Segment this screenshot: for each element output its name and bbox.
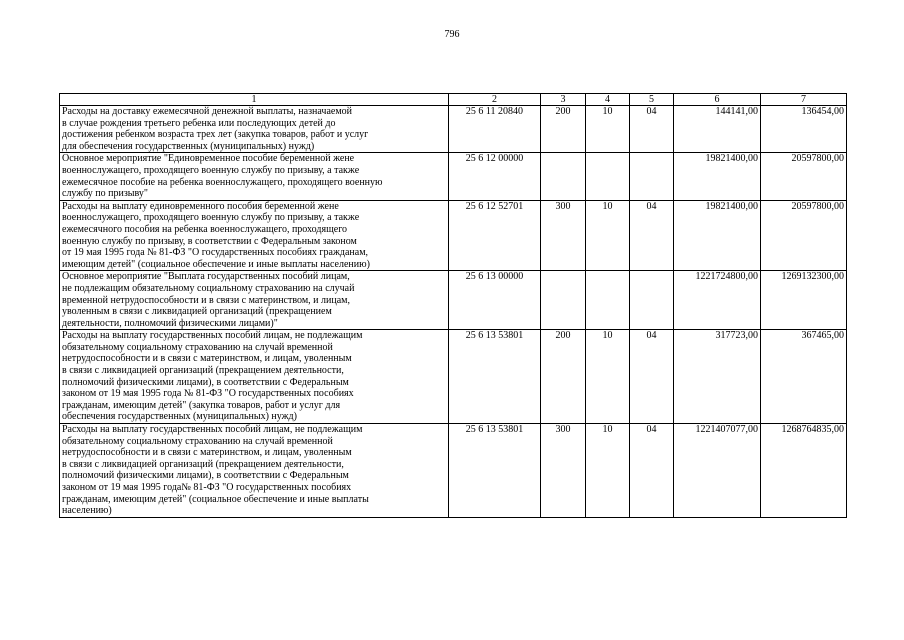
row-col6-amount: 19821400,00 [674, 200, 761, 271]
table-row [60, 424, 847, 518]
row-name: Расходы на выплату единовременного пособия беременной жене военнослужащего, проходящего военную службу по призыву, а также ежемесячного пособия на ребенка военнослужащего, проходящего военную службу по призыву, в соответствии с Федеральным законом от 19 мая 1995 года № 81-ФЗ "О государственных пособиях гражданам, имеющим детей" (социальное обеспечение и иные выплаты населению) [60, 200, 449, 271]
row-col7-amount: 20597800,00 [761, 200, 847, 271]
row-col7-amount: 20597800,00 [761, 153, 847, 200]
header-cell-2: 2 [449, 94, 541, 106]
row-name: Основное мероприятие "Выплата государственных пособий лицам, не подлежащим обязательному социальному страхованию на случай временной нетрудоспособности и в связи с материнством, и лицам, уволенным в связи с ликвидацией организаций (прекращением деятельности, полномочий физическими лицами)" [60, 271, 449, 330]
row-code: 25 6 11 20840 [449, 106, 541, 153]
row-col5: 04 [630, 106, 674, 153]
row-col3: 200 [541, 106, 586, 153]
table-row [60, 200, 847, 271]
row-col5: 04 [630, 330, 674, 424]
row-col6-amount: 1221407077,00 [674, 424, 761, 518]
header-row [60, 94, 847, 106]
row-col7-amount: 136454,00 [761, 106, 847, 153]
row-col4 [586, 153, 630, 200]
row-code: 25 6 13 53801 [449, 424, 541, 518]
row-col5: 04 [630, 200, 674, 271]
row-code: 25 6 12 00000 [449, 153, 541, 200]
row-col6-amount: 317723,00 [674, 330, 761, 424]
row-col4 [586, 271, 630, 330]
row-name: Расходы на выплату государственных пособий лицам, не подлежащим обязательному социальному страхованию на случай временной нетрудоспособности и в связи с материнством, и лицам, уволенным в связи с ликвидацией организаций (прекращением деятельности, полномочий физическими лицами), в соответствии с Федеральным законом от 19 мая 1995 года№ 81-ФЗ "О государственных пособиях гражданам, имеющим детей" (социальное обеспечение и иные выплаты населению) [60, 424, 449, 518]
row-name: Расходы на выплату государственных пособий лицам, не подлежащим обязательному социальному страхованию на случай временной нетрудоспособности и в связи с материнством, и лицам, уволенным в связи с ликвидацией организаций (прекращением деятельности, полномочий физическими лицами), в соответствии с Федеральным законом от 19 мая 1995 года № 81-ФЗ "О государственных пособиях гражданам, имеющим детей" (закупка товаров, работ и услуг для обеспечения государственных (муниципальных) нужд) [60, 330, 449, 424]
row-col5 [630, 271, 674, 330]
header-cell-3: 3 [541, 94, 586, 106]
row-col5: 04 [630, 424, 674, 518]
row-col4: 10 [586, 200, 630, 271]
page-number: 796 [444, 29, 460, 40]
row-col6-amount: 19821400,00 [674, 153, 761, 200]
header-cell-5: 5 [630, 94, 674, 106]
budget-table [59, 93, 847, 518]
header-cell-1: 1 [60, 94, 449, 106]
row-col3 [541, 271, 586, 330]
row-col3: 300 [541, 200, 586, 271]
row-code: 25 6 13 00000 [449, 271, 541, 330]
header-cell-7: 7 [761, 94, 847, 106]
row-col4: 10 [586, 106, 630, 153]
table-row [60, 153, 847, 200]
row-col7-amount: 1268764835,00 [761, 424, 847, 518]
row-col6-amount: 144141,00 [674, 106, 761, 153]
row-code: 25 6 13 53801 [449, 330, 541, 424]
row-code: 25 6 12 52701 [449, 200, 541, 271]
table-row [60, 271, 847, 330]
row-col7-amount: 1269132300,00 [761, 271, 847, 330]
row-col3 [541, 153, 586, 200]
header-cell-4: 4 [586, 94, 630, 106]
header-cell-6: 6 [674, 94, 761, 106]
row-col4: 10 [586, 424, 630, 518]
row-col3: 300 [541, 424, 586, 518]
row-col6-amount: 1221724800,00 [674, 271, 761, 330]
row-col4: 10 [586, 330, 630, 424]
row-name: Расходы на доставку ежемесячной денежной выплаты, назначаемой в случае рождения третьего ребенка или последующих детей до достижения ребенком возраста трех лет (закупка товаров, работ и услуг для обеспечения государственных (муниципальных) нужд) [60, 106, 449, 153]
table-row [60, 106, 847, 153]
table-row [60, 330, 847, 424]
row-col3: 200 [541, 330, 586, 424]
row-col7-amount: 367465,00 [761, 330, 847, 424]
row-name: Основное мероприятие "Единовременное пособие беременной жене военнослужащего, проходящего военную службу по призыву, а также ежемесячное пособие на ребенка военнослужащего, проходящего военную службу по призыву" [60, 153, 449, 200]
row-col5 [630, 153, 674, 200]
